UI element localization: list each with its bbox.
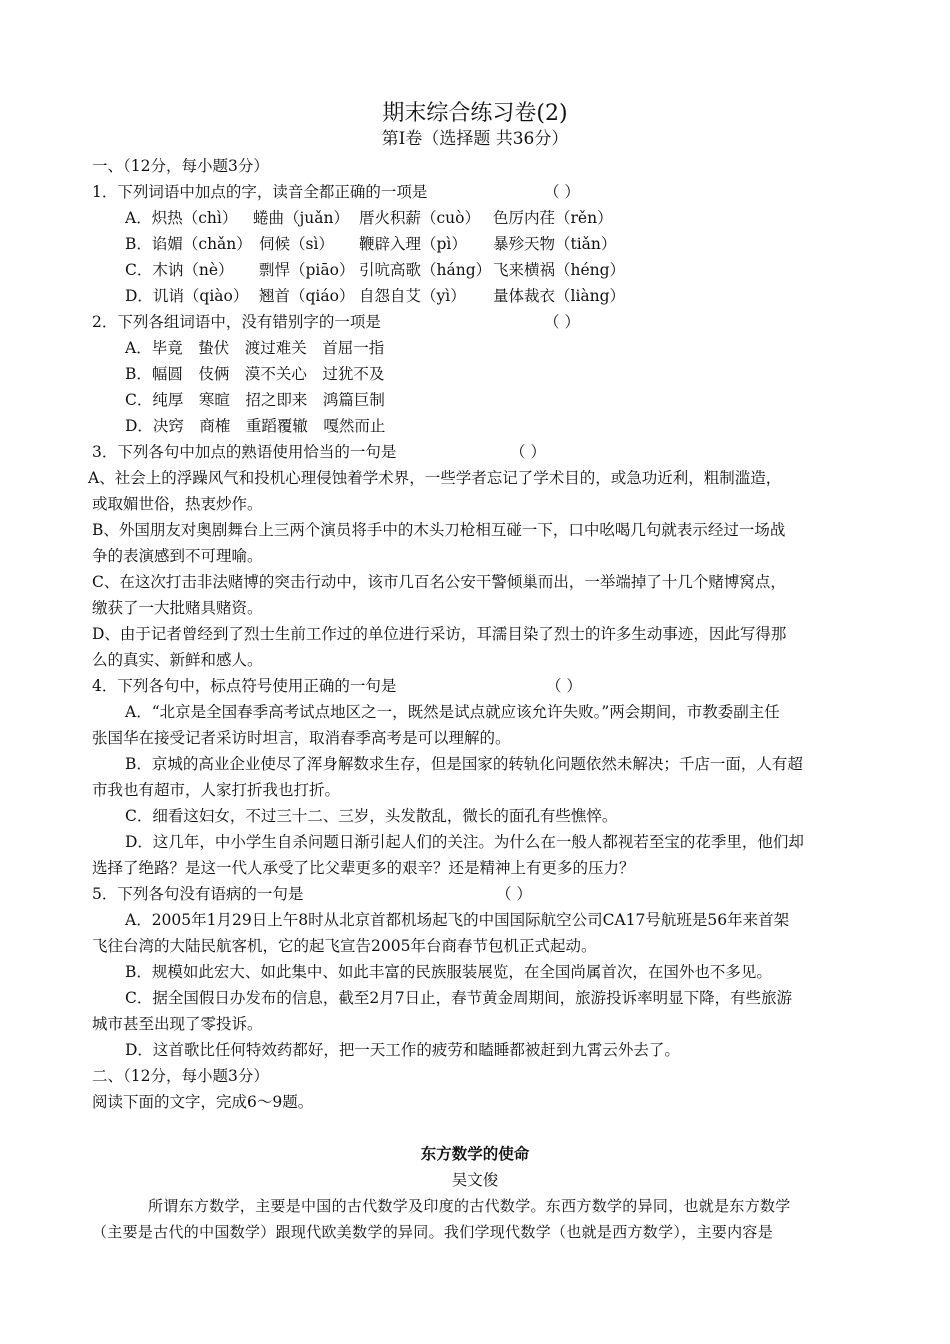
q3-option-d-line-1: D、由于记者曾经到了烈士生前工作过的单位进行采访，耳濡目染了烈士的许多生动事迹，因此写得那 <box>92 625 787 643</box>
q5-option-d: D．这首歌比任何特效药都好，把一天工作的疲劳和瞌睡都被赶到九霄云外去了。 <box>125 1041 680 1059</box>
q3-option-b-line-2: 争的表演感到不可理喻。 <box>92 547 263 565</box>
q1-option-c-word-2: 剽悍（piāo） <box>259 261 355 279</box>
q3-option-a-line-2: 或取媚世俗，热衷炒作。 <box>92 495 263 513</box>
q1-option-c-word-4: 飞来横祸（héng） <box>493 261 626 279</box>
q4-option-a-line-1: A．“北京是全国春季高考试点地区之一，既然是试点就应该允许失败。”两会期间，市教委副主任 <box>125 703 780 721</box>
q3-option-c-line-2: 缴获了一大批赌具赌资。 <box>92 599 263 617</box>
article-paragraph-line-2: （主要是古代的中国数学）跟现代欧美数学的异同。我们学现代数学（也就是西方数学），主要内容是 <box>92 1223 774 1241</box>
q4-option-c: C．细看这妇女，不过三十二、三岁，头发散乱，微长的面孔有些憔悴。 <box>125 807 618 825</box>
section-2-heading: 二、（12分，每小题3分） <box>92 1067 269 1085</box>
q3-answer-paren: （ ） <box>510 443 546 461</box>
q4-option-d-line-2: 选择了绝路？是这一代人承受了比父辈更多的艰辛？还是精神上有更多的压力？ <box>92 859 635 877</box>
q1-option-b-word-2: 伺候（sì） <box>259 235 334 253</box>
q3-stem: 3．下列各句中加点的熟语使用恰当的一句是 <box>92 443 397 461</box>
reading-instruction: 阅读下面的文字，完成6～9题。 <box>92 1093 314 1111</box>
q1-option-a-word-2: 蜷曲（juǎn） <box>253 209 350 227</box>
q2-option-d: D．决窍 商榷 重蹈覆辙 嘎然而止 <box>125 417 386 435</box>
section-1-heading: 一、（12分，每小题3分） <box>92 157 269 175</box>
q1-option-b-word-3: 鞭辟入理（pì） <box>359 235 467 253</box>
q2-stem: 2．下列各组词语中，没有错别字的一项是 <box>92 313 381 331</box>
article-author: 吴文俊 <box>451 1171 499 1189</box>
q1-option-d-word-2: 翘首（qiáo） <box>259 287 355 305</box>
q5-option-c-line-2: 城市甚至出现了零投诉。 <box>92 1015 263 1033</box>
q4-stem: 4．下列各句中，标点符号使用正确的一句是 <box>92 677 397 695</box>
q1-option-a-word-3: 厝火积薪（cuò） <box>359 209 480 227</box>
q1-option-a-word-4: 色厉内荏（rěn） <box>493 209 613 227</box>
q5-option-a-line-1: A．2005年1月29日上午8时从北京首都机场起飞的中国国际航空公司CA17号航班是56年来首架 <box>125 911 790 929</box>
q3-option-a-line-1: A、社会上的浮躁风气和投机心理侵蚀着学术界，一些学者忘记了学术目的，或急功近利，粗制滥造， <box>88 469 782 487</box>
q5-option-b: B．规模如此宏大、如此集中、如此丰富的民族服装展览，在全国尚属首次，在国外也不多见。 <box>125 963 772 981</box>
exam-subtitle: 第Ⅰ卷（选择题 共36分） <box>381 129 569 149</box>
q1-option-c-word-1: C．木讷（nè） <box>125 261 234 279</box>
q2-answer-paren: （ ） <box>544 313 580 331</box>
q3-option-d-line-2: 么的真实、新鲜和感人。 <box>92 651 263 669</box>
q4-option-b-line-1: B．京城的高业企业使尽了浑身解数求生存，但是国家的转轨化问题依然未解决；千店一面，人有超 <box>125 755 803 773</box>
q2-option-a: A．毕竟 蛰伏 渡过难关 首屈一指 <box>125 339 385 357</box>
q1-option-b-word-4: 暴殄天物（tiǎn） <box>493 235 617 253</box>
q1-option-d-word-1: D．讥诮（qiào） <box>125 287 249 305</box>
q1-answer-paren: （ ） <box>544 183 580 201</box>
q2-option-c: C．纯厚 寒暄 招之即来 鸿篇巨制 <box>125 391 385 409</box>
q4-option-a-line-2: 张国华在接受记者采访时坦言，取消春季高考是可以理解的。 <box>92 729 511 747</box>
q1-stem: 1．下列词语中加点的字，读音全都正确的一项是 <box>92 183 428 201</box>
q2-option-b: B．幅圆 伎俩 漠不关心 过犹不及 <box>125 365 385 383</box>
q1-option-b-word-1: B．谄媚（chǎn） <box>125 235 252 253</box>
q5-option-c-line-1: C．据全国假日办发布的信息，截至2月7日止，春节黄金周期间，旅游投诉率明显下降，有些旅游 <box>125 989 793 1007</box>
q4-option-d-line-1: D．这几年，中小学生自杀问题日渐引起人们的关注。为什么在一般人都视若至宝的花季里，他们却 <box>125 833 804 851</box>
q3-option-b-line-1: B、外国朋友对奥剧舞台上三两个演员将手中的木头刀枪相互碰一下，口中吆喝几句就表示经过一场战 <box>92 521 786 539</box>
q1-option-d-word-4: 量体裁衣（liàng） <box>493 287 626 305</box>
q5-option-a-line-2: 飞往台湾的大陆民航客机，它的起飞宣告2005年台商春节包机正式起动。 <box>92 937 597 955</box>
q5-stem: 5．下列各句没有语病的一句是 <box>92 885 304 903</box>
q1-option-c-word-3: 引吭高歌（háng） <box>359 261 492 279</box>
q4-answer-paren: （ ） <box>546 677 582 695</box>
exam-title: 期末综合练习卷(2) <box>382 101 568 126</box>
q1-option-a-word-1: A．炽热（chì） <box>125 209 238 227</box>
q3-option-c-line-1: C、在这次打击非法赌博的突击行动中，该市几百名公安干警倾巢而出，一举端掉了十几个赌博窝点， <box>92 573 786 591</box>
article-paragraph-line-1: 所谓东方数学，主要是中国的古代数学及印度的古代数学。东西方数学的异同，也就是东方数学 <box>148 1197 791 1215</box>
q5-answer-paren: （ ） <box>496 885 532 903</box>
q4-option-b-line-2: 市我也有超市，人家打折我也打折。 <box>92 781 341 799</box>
article-title: 东方数学的使命 <box>420 1144 530 1163</box>
q1-option-d-word-3: 自怨自艾（yì） <box>359 287 466 305</box>
